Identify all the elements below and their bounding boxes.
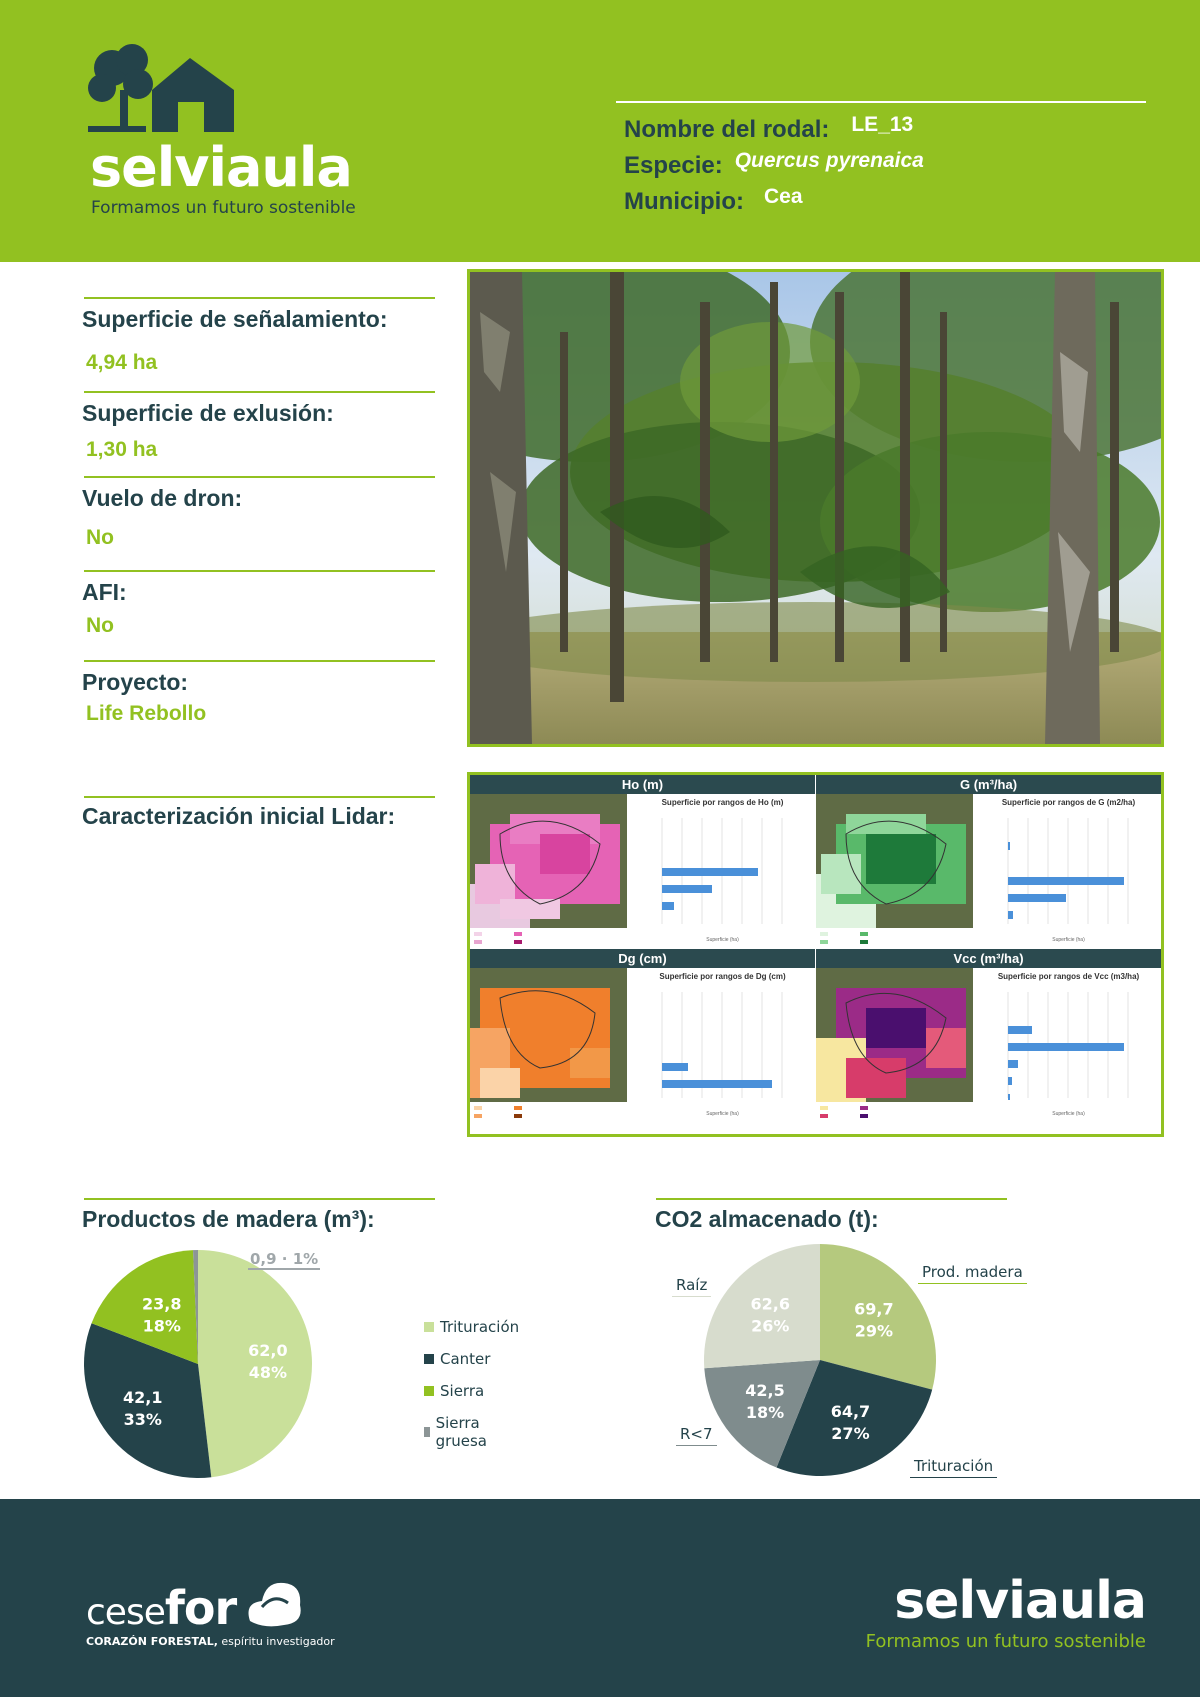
legend-label: Trituración: [440, 1318, 520, 1336]
lidar-ho-axis: Superficie (ha): [706, 937, 739, 943]
forest-illustration: [470, 272, 1161, 744]
pie-label-percent: 18%: [142, 1316, 181, 1336]
rodal-row: [624, 113, 914, 144]
brand-name: selviaula: [90, 136, 352, 199]
lidar-title: Caracterización inicial Lidar:: [82, 803, 396, 829]
municipio-label: Municipio:: [624, 188, 744, 215]
lidar-panel-grid: [467, 772, 1164, 1137]
lidar-dg-map: [470, 968, 627, 1102]
pie-label-value: 42,5: [745, 1381, 785, 1401]
co2-label-r7: R<7: [676, 1425, 717, 1446]
lidar-dg-title: Dg (cm): [470, 949, 815, 968]
lidar-vcc-axis: Superficie (ha): [1052, 1111, 1085, 1117]
lidar-vcc-chart: [976, 968, 1161, 1121]
especie-row: [624, 149, 924, 180]
lidar-g-chart-title: Superficie por rangos de G (m2/ha): [1001, 798, 1136, 807]
lidar-vcc-title: Vcc (m³/ha): [816, 949, 1161, 968]
info-divider: [84, 391, 435, 393]
forest-photo: [467, 269, 1164, 747]
lidar-dg-chart: [630, 968, 815, 1121]
cesefor-logo: [86, 1581, 236, 1635]
pie-label-percent: 26%: [751, 1316, 790, 1336]
proyecto-label: Proyecto:: [82, 669, 189, 695]
pie-label-percent: 29%: [854, 1321, 894, 1341]
lidar-g-map: [816, 794, 973, 928]
lidar-vcc-chart-title: Superficie por rangos de Vcc (m3/ha): [997, 972, 1140, 981]
pie-label-value: 62,0: [248, 1340, 288, 1360]
lidar-ho-title: Ho (m): [470, 775, 815, 794]
legend-swatch: [424, 1354, 434, 1364]
afi-value: No: [86, 614, 114, 637]
footer: [0, 1499, 1200, 1697]
header: [0, 0, 1200, 262]
pie-label-percent: 33%: [123, 1409, 162, 1429]
header-divider: [616, 101, 1146, 103]
pie-label-value: 23,8: [142, 1294, 182, 1314]
legend-trituracion: [424, 1318, 519, 1336]
rodal-value: LE_13: [851, 113, 914, 136]
footer-brand: selviaula: [894, 1571, 1146, 1631]
co2-title: CO2 almacenado (t):: [655, 1206, 879, 1232]
legend-label: Sierra: [440, 1382, 485, 1400]
productos-pie: [84, 1240, 324, 1500]
sierra-gruesa-callout: 0,9 · 1%: [250, 1250, 319, 1268]
pie-label-percent: 18%: [745, 1403, 785, 1423]
municipio-row: [624, 185, 803, 216]
productos-divider: [84, 1198, 435, 1200]
lidar-ho-panel: [470, 775, 815, 947]
rodal-label: Nombre del rodal:: [624, 116, 830, 143]
info-divider: [84, 570, 435, 572]
municipio-value: Cea: [763, 185, 803, 208]
legend-sierra-gruesa: [424, 1414, 491, 1450]
superficie-exclusion-value: 1,30 ha: [86, 438, 158, 461]
cesefor-logo-pre: cese: [86, 1592, 165, 1633]
legend-sierra: [424, 1382, 484, 1400]
cesefor-cloud-icon: [244, 1573, 304, 1629]
info-divider: [84, 297, 435, 299]
info-divider: [84, 476, 435, 478]
lidar-g-title: G (m³/ha): [816, 775, 1161, 794]
info-divider: [84, 660, 435, 662]
proyecto-value: Life Rebollo: [86, 702, 207, 725]
lidar-vcc-map: [816, 968, 973, 1102]
footer-tagline: Formamos un futuro sostenible: [865, 1631, 1146, 1652]
pie-label-value: 62,6: [750, 1294, 790, 1314]
lidar-ho-chart-title: Superficie por rangos de Ho (m): [661, 798, 784, 807]
cesefor-subtitle-rest: espíritu investigador: [217, 1635, 335, 1648]
especie-value: Quercus pyrenaica: [734, 149, 924, 172]
especie-label: Especie:: [624, 152, 723, 179]
lidar-dg-chart-title: Superficie por rangos de Dg (cm): [659, 972, 786, 981]
brand-tagline: Formamos un futuro sostenible: [91, 198, 356, 218]
cesefor-subtitle: [86, 1635, 335, 1648]
legend-swatch: [424, 1427, 430, 1437]
productos-chart: [84, 1240, 520, 1500]
superficie-senalamiento-value: 4,94 ha: [86, 351, 158, 374]
lidar-ho-legend: [474, 930, 624, 947]
tree-house-logo-icon: [86, 40, 246, 136]
lidar-dg-panel: [470, 949, 815, 1121]
pie-label-value: 64,7: [830, 1401, 871, 1421]
superficie-senalamiento-label: Superficie de señalamiento:: [82, 306, 388, 332]
lidar-g-legend: [820, 930, 970, 947]
lidar-g-panel: [816, 775, 1161, 947]
lidar-divider: [84, 796, 435, 798]
lidar-g-axis: Superficie (ha): [1052, 937, 1085, 943]
pie-label-value: 42,1: [123, 1387, 163, 1407]
lidar-vcc-panel: [816, 949, 1161, 1121]
lidar-vcc-legend: [820, 1104, 970, 1121]
productos-title: Productos de madera (m³):: [82, 1206, 375, 1232]
co2-label-raiz: Raíz: [672, 1276, 711, 1297]
superficie-exclusion-label: Superficie de exlusión:: [82, 400, 334, 426]
cesefor-logo-bold: for: [164, 1581, 237, 1635]
lidar-g-chart: [976, 794, 1161, 947]
lidar-ho-map: [470, 794, 627, 928]
pie-label-percent: 48%: [248, 1362, 288, 1382]
legend-label: Canter: [440, 1350, 491, 1368]
co2-chart: [660, 1240, 1040, 1500]
vuelo-dron-value: No: [86, 526, 114, 549]
lidar-ho-chart: [630, 794, 815, 947]
co2-label-trituracion: Trituración: [910, 1457, 997, 1478]
vuelo-dron-label: Vuelo de dron:: [82, 485, 243, 511]
co2-divider: [656, 1198, 1007, 1200]
legend-swatch: [424, 1386, 434, 1396]
pie-label-percent: 27%: [831, 1423, 870, 1443]
pie-label-value: 69,7: [854, 1299, 894, 1319]
legend-swatch: [424, 1322, 434, 1332]
legend-canter: [424, 1350, 490, 1368]
lidar-dg-axis: Superficie (ha): [706, 1111, 739, 1117]
co2-label-prod-madera: Prod. madera: [918, 1263, 1027, 1284]
cesefor-subtitle-bold: CORAZÓN FORESTAL,: [86, 1635, 218, 1648]
afi-label: AFI:: [82, 579, 127, 605]
lidar-dg-legend: [474, 1104, 624, 1121]
legend-label: Sierra gruesa: [435, 1414, 487, 1450]
